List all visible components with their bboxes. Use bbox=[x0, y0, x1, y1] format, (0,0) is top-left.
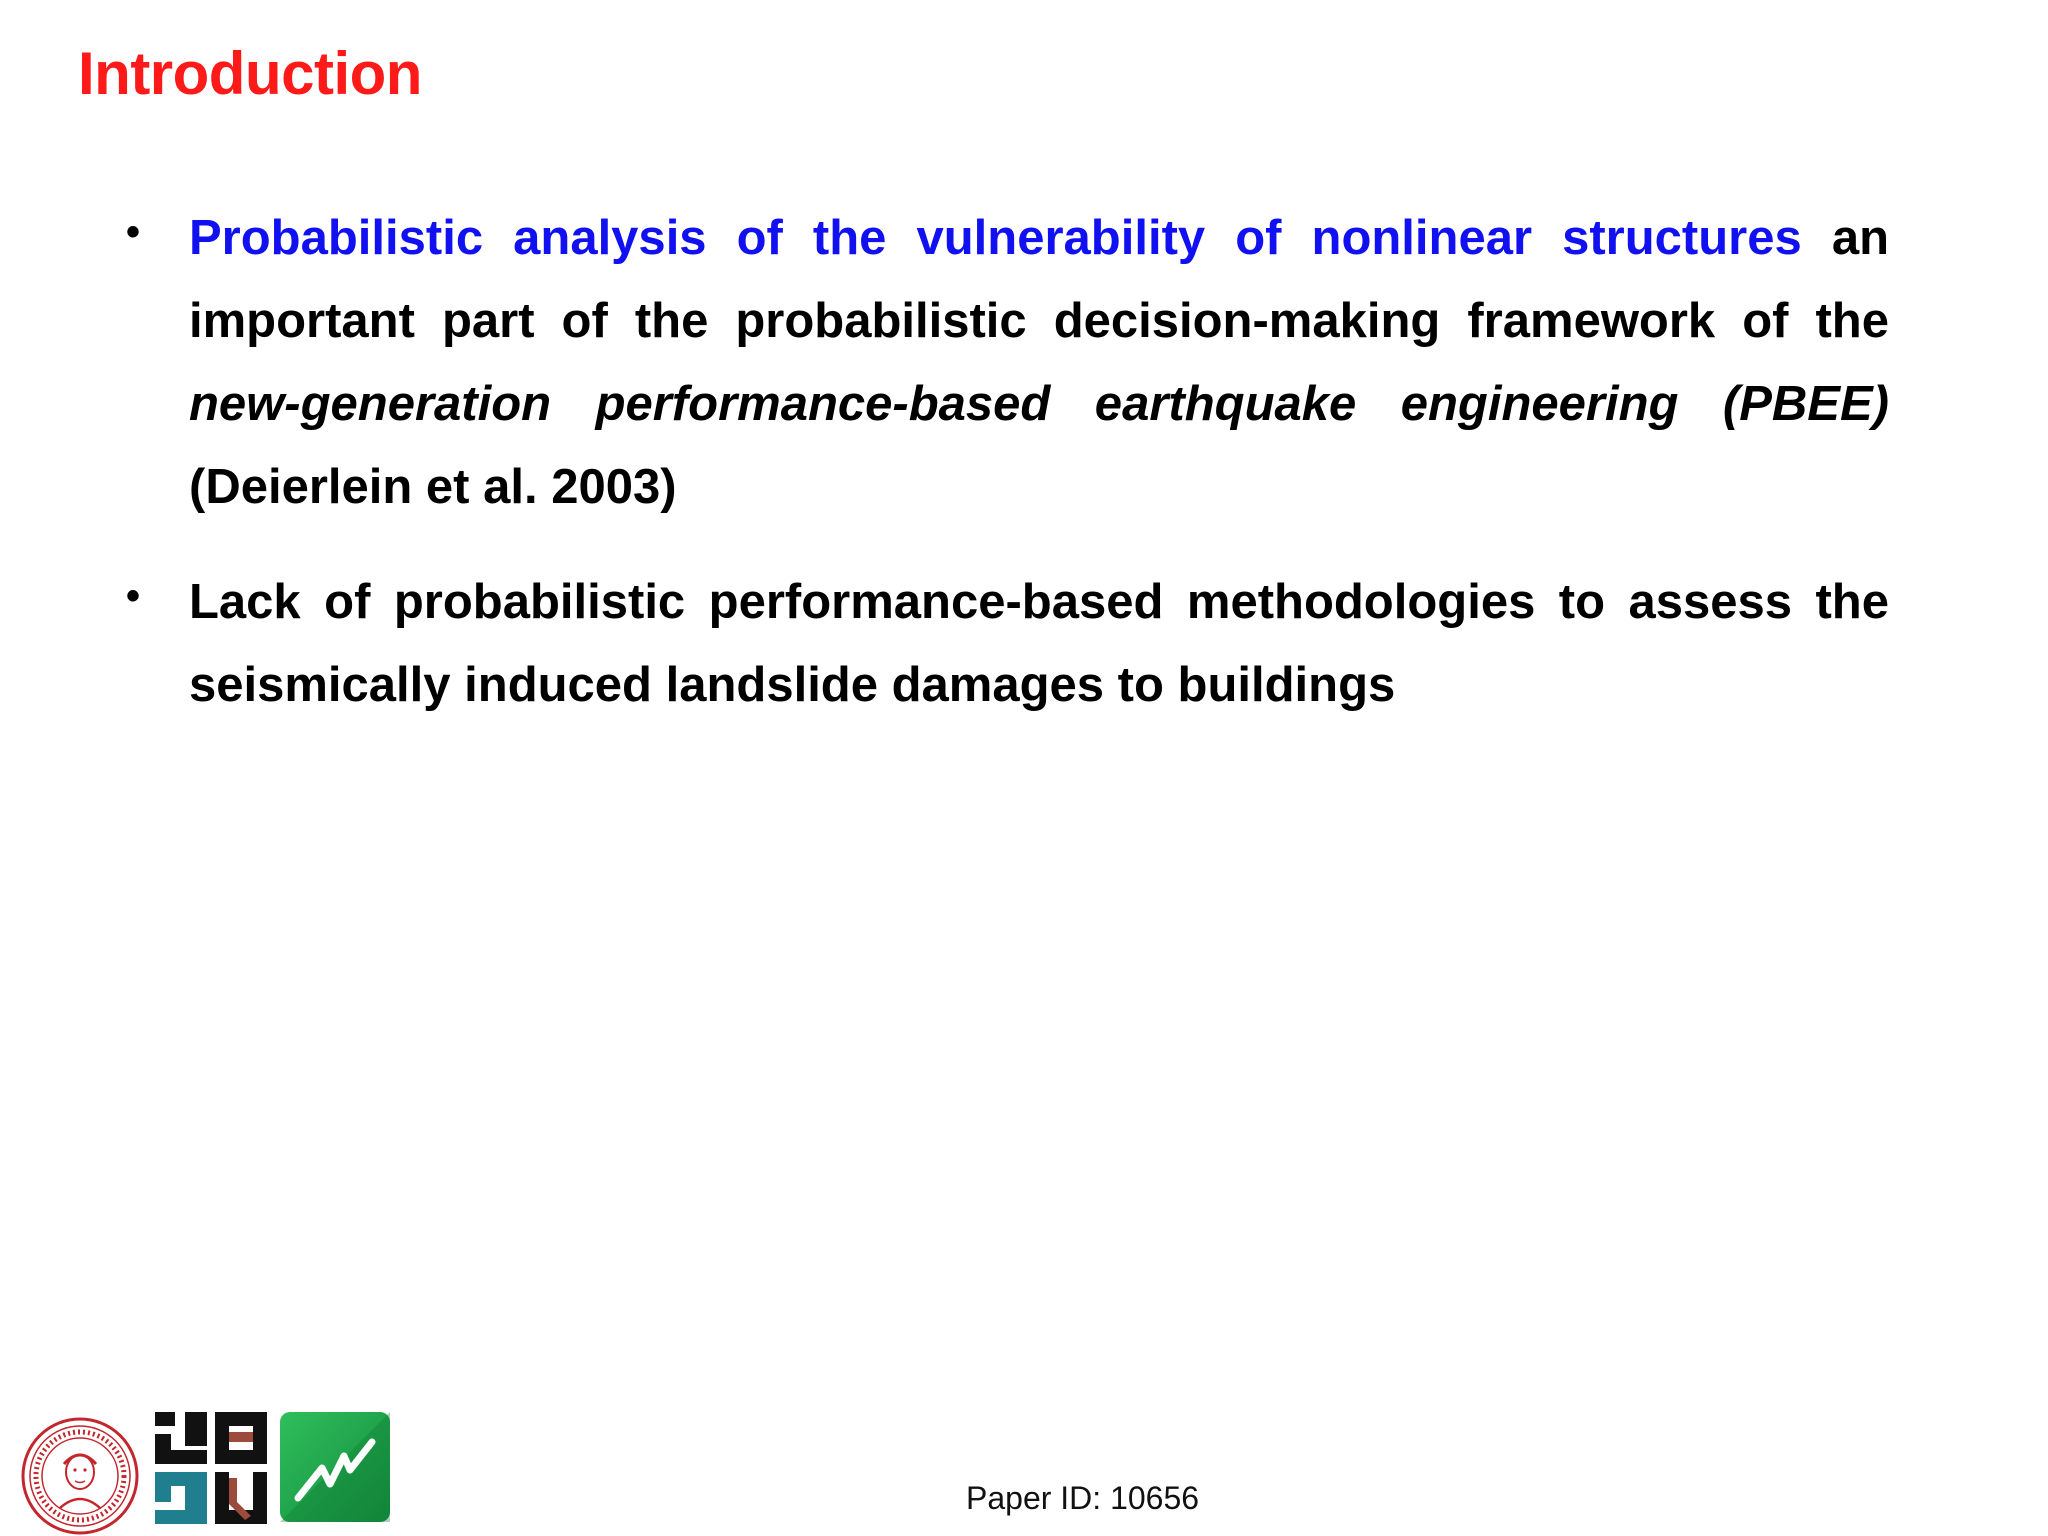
bullet-text-2: Lack of probabilistic performance-based methodologies to assess the seismically induced landslide damages to buildings bbox=[189, 575, 1889, 712]
bullet-text-part: an important part of the probabilistic decision-making framework of the bbox=[189, 211, 1889, 348]
bullet-marker: • bbox=[126, 210, 141, 254]
highlighted-phrase: Probabilistic analysis of the vulnerability of nonlinear structures bbox=[189, 211, 1802, 265]
footer-logos bbox=[20, 1412, 395, 1522]
bullet-item-1 bbox=[120, 197, 1900, 529]
italic-phrase: new-generation performance-based earthquake engineering (PBEE) bbox=[189, 377, 1889, 431]
paper-id: Paper ID: 10656 bbox=[966, 1480, 1200, 1516]
seismic-logo-icon bbox=[280, 1412, 390, 1522]
citation: (Deierlein et al. 2003) bbox=[189, 460, 677, 514]
bullet-list bbox=[120, 197, 1900, 759]
university-seal-icon bbox=[20, 1416, 140, 1536]
bullet-marker: • bbox=[126, 574, 141, 618]
slide-title: Introduction bbox=[78, 40, 422, 107]
bullet-item-2 bbox=[120, 561, 1900, 727]
grid-logo-icon bbox=[155, 1412, 267, 1524]
bullet-text-1 bbox=[189, 197, 1889, 529]
